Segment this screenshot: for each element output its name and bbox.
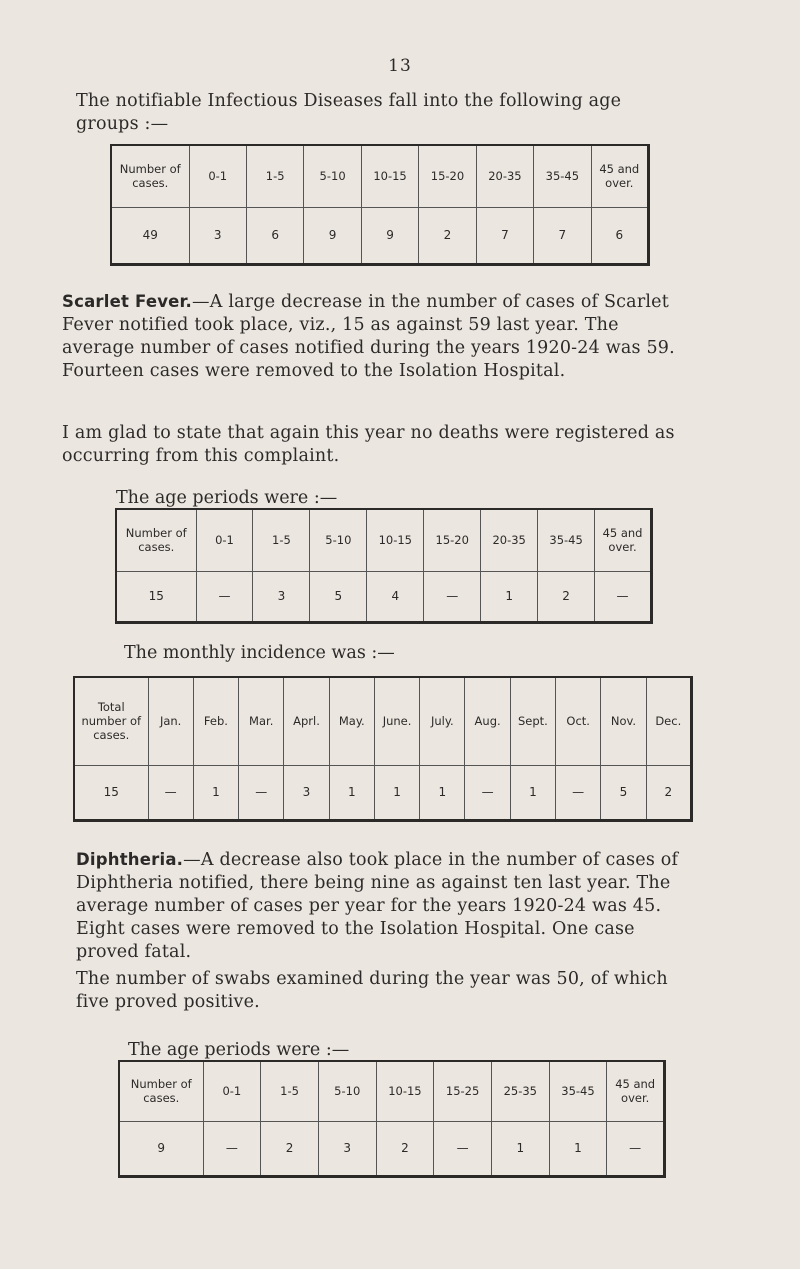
monthly-caption: The monthly incidence was :—: [124, 643, 395, 663]
column-header-number-of-cases: Number of cases.: [111, 145, 189, 207]
table-cell: —: [424, 571, 481, 623]
column-header: 35-45: [538, 509, 595, 571]
swabs-paragraph: The number of swabs examined during the year was 50, of which five proved positive.: [76, 969, 668, 1012]
table-cell: —: [434, 1121, 492, 1177]
table-cell: 3: [189, 207, 246, 265]
table-cell: 9: [304, 207, 361, 265]
table-cell: 2: [261, 1121, 319, 1177]
column-header: Aprl.: [284, 677, 329, 765]
column-header: Nov.: [601, 677, 646, 765]
table-cell: 1: [481, 571, 538, 623]
no-deaths-paragraph: I am glad to state that again this year no deaths were registered as occurring from this complaint.: [62, 423, 675, 466]
column-header-number-of-cases: Number of cases.: [116, 509, 196, 571]
column-header-number-of-cases: Total number of cases.: [74, 677, 148, 765]
table-cell: 1: [374, 765, 419, 821]
cell-total-cases: 49: [142, 228, 158, 243]
table-cell: —: [203, 1121, 261, 1177]
table-cell: 2: [376, 1121, 434, 1177]
column-header: 5-10: [310, 509, 367, 571]
cell-total-cases: 9: [157, 1141, 166, 1156]
table-cell: 7: [476, 207, 533, 265]
column-header: 5-10: [318, 1061, 376, 1121]
column-header: May.: [329, 677, 374, 765]
column-header: 15-25: [434, 1061, 492, 1121]
diphtheria-age-table: [118, 1060, 666, 1178]
table-cell: 3: [253, 571, 310, 623]
table-cell: 3: [318, 1121, 376, 1177]
diphtheria-age-caption: The age periods were :—: [128, 1040, 350, 1060]
column-header: 0-1: [196, 509, 253, 571]
intro-paragraph: The notifiable Infectious Diseases fall into the following age groups :—: [76, 91, 622, 134]
column-header: 10-15: [367, 509, 424, 571]
table-cell: 5: [601, 765, 646, 821]
column-header: Aug.: [465, 677, 510, 765]
page-number: 13: [388, 56, 412, 76]
column-header-number-of-cases: Number of cases.: [119, 1061, 203, 1121]
table-cell: 1: [420, 765, 465, 821]
diphtheria-heading: Diphtheria.: [76, 850, 184, 869]
table-cell: 4: [367, 571, 424, 623]
table-cell: 2: [419, 207, 476, 265]
age-groups-table: [110, 144, 650, 266]
column-header: 10-15: [361, 145, 418, 207]
column-header: 1-5: [246, 145, 303, 207]
column-header: 20-35: [481, 509, 538, 571]
table-cell: —: [607, 1121, 665, 1177]
monthly-incidence-table: [73, 676, 693, 822]
column-header: June.: [374, 677, 419, 765]
table-cell: 6: [246, 207, 303, 265]
column-header: 15-20: [424, 509, 481, 571]
column-header: 15-20: [419, 145, 476, 207]
table-cell: 7: [534, 207, 591, 265]
column-header: 0-1: [203, 1061, 261, 1121]
column-header: 45 and over.: [607, 1061, 665, 1121]
table-cell: —: [239, 765, 284, 821]
table-cell: —: [465, 765, 510, 821]
table-cell: 3: [284, 765, 329, 821]
table-cell: 5: [310, 571, 367, 623]
table-header-row: [74, 677, 692, 765]
column-header: 0-1: [189, 145, 246, 207]
table-cell: —: [556, 765, 601, 821]
column-header: 20-35: [476, 145, 533, 207]
table-cell: 1: [193, 765, 238, 821]
cell-total-cases: 15: [103, 785, 119, 800]
table-cell: 1: [491, 1121, 549, 1177]
column-header: 1-5: [253, 509, 310, 571]
table-header-row: [111, 145, 649, 207]
column-header: 10-15: [376, 1061, 434, 1121]
table-cell: 1: [549, 1121, 607, 1177]
column-header: July.: [420, 677, 465, 765]
cell-total-cases: 15: [148, 589, 164, 604]
column-header: Sept.: [510, 677, 555, 765]
table-header-row: [119, 1061, 665, 1121]
column-header: Mar.: [239, 677, 284, 765]
column-header: 45 and over.: [595, 509, 652, 571]
table-cell: 6: [591, 207, 648, 265]
scarlet-fever-heading: Scarlet Fever.: [62, 292, 193, 311]
column-header: 45 and over.: [591, 145, 648, 207]
table-cell: 2: [538, 571, 595, 623]
table-cell: 2: [646, 765, 691, 821]
diphtheria-text: —A decrease also took place in the number of cases of Diphtheria notified, there being nine as against ten last year. The average number of cases per year for the years 1920-24 was 45. Eight cases were removed to the Isolation Hospital. One case proved fatal.: [76, 850, 679, 962]
scarlet-fever-paragraph: [62, 290, 690, 383]
table-header-row: [116, 509, 652, 571]
table-cell: —: [595, 571, 652, 623]
table-cell: 9: [361, 207, 418, 265]
table-row: [111, 207, 649, 265]
column-header: 5-10: [304, 145, 361, 207]
column-header: 35-45: [534, 145, 591, 207]
diphtheria-paragraph: [76, 848, 698, 964]
table-cell: 1: [329, 765, 374, 821]
column-header: Oct.: [556, 677, 601, 765]
table-cell: —: [148, 765, 193, 821]
table-row: [116, 571, 652, 623]
column-header: 35-45: [549, 1061, 607, 1121]
table-row: [74, 765, 692, 821]
column-header: 1-5: [261, 1061, 319, 1121]
table-cell: —: [196, 571, 253, 623]
column-header: 25-35: [491, 1061, 549, 1121]
table-cell: 1: [510, 765, 555, 821]
table-row: [119, 1121, 665, 1177]
scarlet-age-table: [115, 508, 653, 624]
column-header: Jan.: [148, 677, 193, 765]
scarlet-age-caption: The age periods were :—: [116, 488, 338, 508]
column-header: Feb.: [193, 677, 238, 765]
column-header: Dec.: [646, 677, 691, 765]
scarlet-fever-text: —A large decrease in the number of cases of Scarlet Fever notified took place, viz., 15 as against 59 last year. The average number of cases notified during the years 1920-24 was 59. Fourteen cases were removed to the Isolation Hospital.: [62, 292, 675, 381]
